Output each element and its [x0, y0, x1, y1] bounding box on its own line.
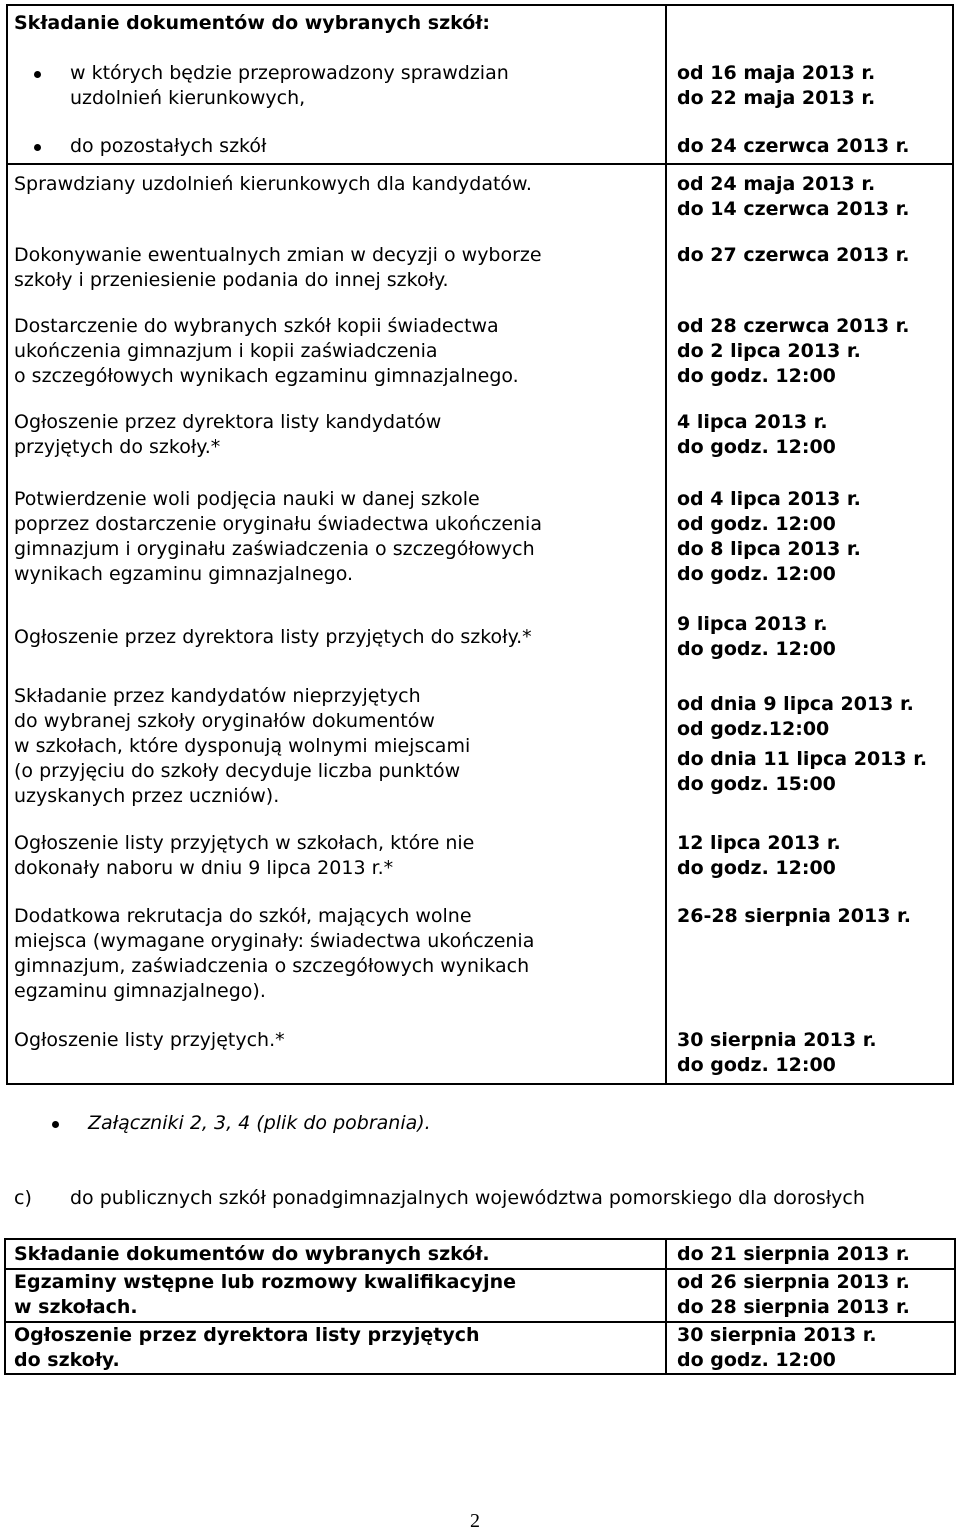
date-line: do godz. 12:00	[677, 1349, 836, 1371]
date-line: 26-28 sierpnia 2013 r.	[677, 905, 911, 927]
table1-row-8-text	[14, 904, 657, 1004]
date-line: do 14 czerwca 2013 r.	[677, 198, 910, 220]
text-line: Sprawdziany uzdolnień kierunkowych dla kandydatów.	[14, 173, 532, 195]
text-line: miejsca (wymagane oryginały: świadectwa ukończenia	[14, 930, 535, 952]
date-line: do 2 lipca 2013 r.	[677, 340, 861, 362]
bullet1-date	[677, 61, 875, 111]
date-line: do godz. 12:00	[677, 638, 836, 660]
table2-row-1-date	[677, 1270, 910, 1320]
table1-row-3-date	[677, 410, 836, 460]
table2-row-0-text	[14, 1242, 490, 1267]
bullet2-date: do 24 czerwca 2013 r.	[677, 135, 910, 157]
bullet2-text: do pozostałych szkół	[70, 135, 267, 157]
table1-row-2-date	[677, 314, 910, 389]
date-line: do 21 sierpnia 2013 r.	[677, 1243, 910, 1265]
date-line: do godz. 12:00	[677, 563, 836, 585]
text-line: egzaminu gimnazjalnego).	[14, 980, 266, 1002]
text-line: przyjętych do szkoły.*	[14, 436, 221, 458]
text-line: wynikach egzaminu gimnazjalnego.	[14, 563, 354, 585]
table1-row-8-date	[677, 904, 911, 929]
attachments-note: Załączniki 2, 3, 4 (plik do pobrania).	[88, 1112, 431, 1134]
row-divider	[6, 163, 954, 165]
date-line: do godz. 12:00	[677, 1054, 836, 1076]
table1-row-1-date	[677, 243, 910, 268]
section-c-marker: c)	[14, 1187, 32, 1209]
date-line: do godz. 15:00	[677, 773, 836, 795]
text-line: w których będzie przeprowadzony sprawdzian	[70, 62, 509, 84]
text-line: Dokonywanie ewentualnych zmian w decyzji o wyborze	[14, 244, 542, 266]
date-line: do dnia 11 lipca 2013 r.	[677, 748, 928, 770]
bullet	[52, 1121, 59, 1128]
table1-row-9-text	[14, 1028, 657, 1053]
bullet	[34, 144, 41, 151]
text-line: w szkołach.	[14, 1296, 138, 1318]
date-line: 4 lipca 2013 r.	[677, 411, 828, 433]
table1-row-7-date	[677, 831, 841, 881]
date-line: do 28 sierpnia 2013 r.	[677, 1296, 910, 1318]
date-line: 30 sierpnia 2013 r.	[677, 1029, 877, 1051]
text-line: ukończenia gimnazjum i kopii zaświadczenia	[14, 340, 438, 362]
table1-row-0-text	[14, 172, 657, 197]
table1-row-2-text	[14, 314, 657, 389]
date-line: od 28 czerwca 2013 r.	[677, 315, 910, 337]
text-line: do wybranej szkoły oryginałów dokumentów	[14, 710, 435, 732]
table1-row-6-text	[14, 684, 657, 809]
table1-row-4-date	[677, 487, 861, 587]
text-line: uzyskanych przez uczniów).	[14, 785, 280, 807]
text-line: szkoły i przeniesienie podania do innej szkoły.	[14, 269, 449, 291]
text-line: Składanie dokumentów do wybranych szkół.	[14, 1243, 490, 1265]
table1-row-6-date	[677, 692, 927, 797]
table2-row-2-text	[14, 1323, 480, 1373]
text-line: Egzaminy wstępne lub rozmowy kwalifikacyjne	[14, 1271, 517, 1293]
table2-row-0-date	[677, 1242, 910, 1267]
date-line: od godz. 12:00	[677, 513, 836, 535]
date-line: do godz. 12:00	[677, 365, 836, 387]
bullet1-text	[70, 61, 660, 111]
column-divider	[665, 1238, 667, 1375]
date-line: od 26 sierpnia 2013 r.	[677, 1271, 910, 1293]
text-line: Potwierdzenie woli podjęcia nauki w danej szkole	[14, 488, 480, 510]
table1-row-9-date	[677, 1028, 877, 1078]
date-line: od 16 maja 2013 r.	[677, 62, 876, 84]
date-line: do godz. 12:00	[677, 857, 836, 879]
text-line: Dodatkowa rekrutacja do szkół, mających wolne	[14, 905, 472, 927]
text-line: Ogłoszenie przez dyrektora listy przyjętych	[14, 1324, 480, 1346]
date-line: do godz. 12:00	[677, 436, 836, 458]
text-line: do szkoły.	[14, 1349, 120, 1371]
text-line: Składanie przez kandydatów nieprzyjętych	[14, 685, 421, 707]
text-line: w szkołach, które dysponują wolnymi miejscami	[14, 735, 471, 757]
table1-row-4-text	[14, 487, 657, 587]
date-line: od godz.12:00	[677, 718, 830, 740]
text-line: gimnazjum, zaświadczenia o szczegółowych wynikach	[14, 955, 530, 977]
table2-row-2-date	[677, 1323, 877, 1373]
text-line: Dostarczenie do wybranych szkół kopii świadectwa	[14, 315, 499, 337]
date-line: 9 lipca 2013 r.	[677, 613, 828, 635]
table2-row-1-text	[14, 1270, 516, 1320]
table1-row-3-text	[14, 410, 657, 460]
date-line: 12 lipca 2013 r.	[677, 832, 841, 854]
date-line: 30 sierpnia 2013 r.	[677, 1324, 877, 1346]
text-line: o szczegółowych wynikach egzaminu gimnazjalnego.	[14, 365, 519, 387]
date-line: od dnia 9 lipca 2013 r.	[677, 693, 914, 715]
date-line: do 27 czerwca 2013 r.	[677, 244, 910, 266]
date-line: od 24 maja 2013 r.	[677, 173, 876, 195]
date-line: do 8 lipca 2013 r.	[677, 538, 861, 560]
text-line: dokonały naboru w dniu 9 lipca 2013 r.*	[14, 857, 394, 879]
text-line: Ogłoszenie przez dyrektora listy przyjętych do szkoły.*	[14, 626, 532, 648]
text-line: poprzez dostarczenie oryginału świadectwa ukończenia	[14, 513, 542, 535]
table1-heading: Składanie dokumentów do wybranych szkół:	[14, 12, 490, 34]
section-c-title: do publicznych szkół ponadgimnazjalnych województwa pomorskiego dla dorosłych	[70, 1187, 865, 1209]
text-line: Ogłoszenie listy przyjętych.*	[14, 1029, 285, 1051]
text-line: (o przyjęciu do szkoły decyduje liczba punktów	[14, 760, 461, 782]
table1-row-5-text	[14, 625, 657, 650]
bullet	[34, 71, 41, 78]
table1-row-1-text	[14, 243, 657, 293]
text-line: uzdolnień kierunkowych,	[70, 87, 306, 109]
date-line: od 4 lipca 2013 r.	[677, 488, 861, 510]
text-line: gimnazjum i oryginału zaświadczenia o szczegółowych	[14, 538, 535, 560]
date-line: do 22 maja 2013 r.	[677, 87, 876, 109]
page-number: 2	[470, 1510, 480, 1532]
table1-row-5-date	[677, 612, 836, 662]
text-line: Ogłoszenie listy przyjętych w szkołach, które nie	[14, 832, 475, 854]
table1-row-0-date	[677, 172, 910, 222]
table1-row-7-text	[14, 831, 657, 881]
text-line: Ogłoszenie przez dyrektora listy kandydatów	[14, 411, 442, 433]
